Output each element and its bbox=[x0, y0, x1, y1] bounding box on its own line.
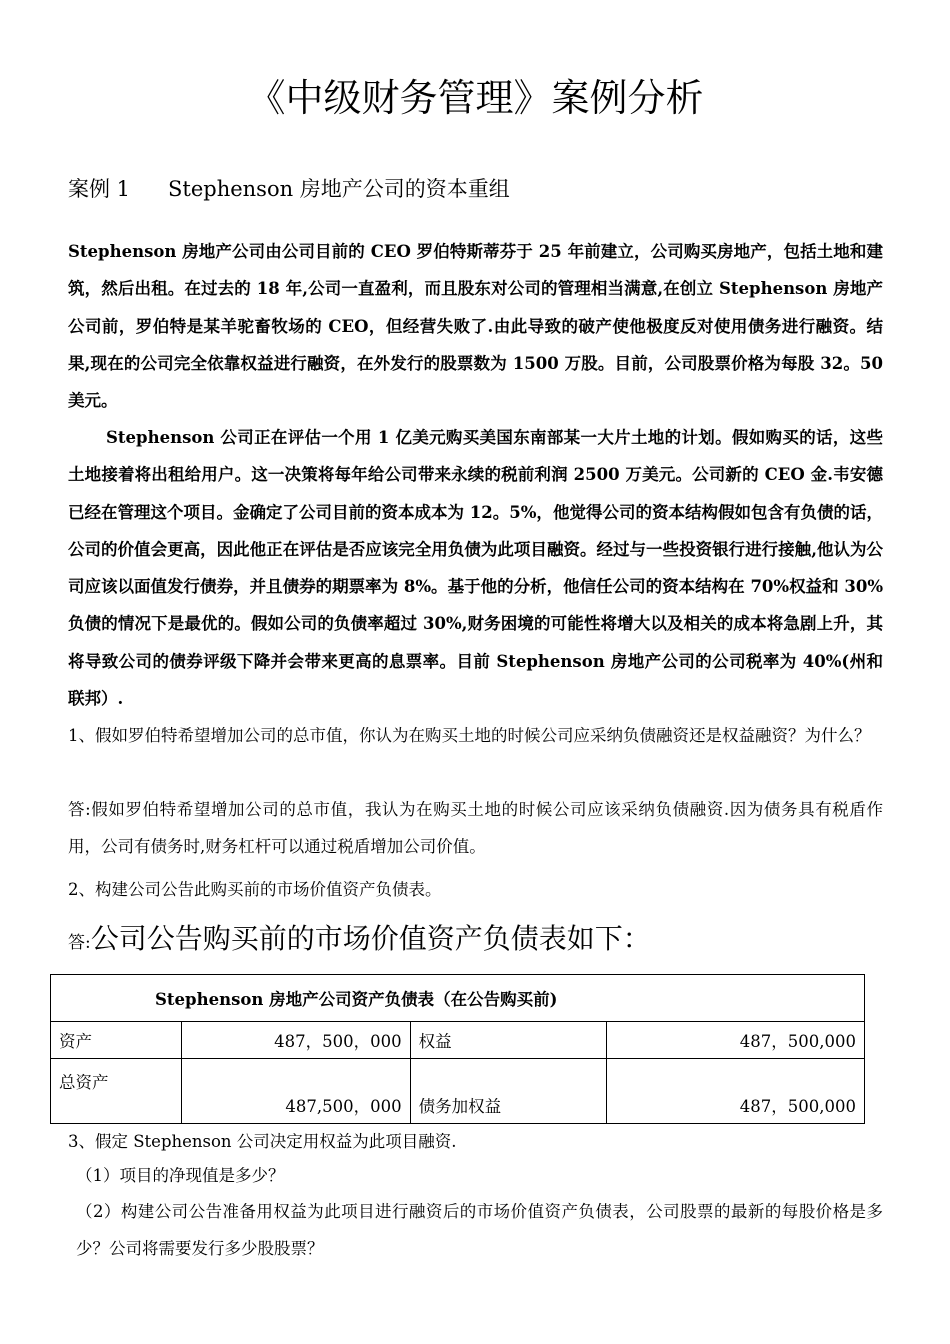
question-3-part-1: （1）项目的净现值是多少？ bbox=[76, 1166, 285, 1185]
assets-value: 487，500，000 bbox=[181, 1022, 410, 1059]
case-paragraph-1: Stephenson 房地产公司由公司目前的 CEO 罗伯特斯蒂芬于 25 年前建立，公司购买房地产，包括土地和建筑，然后出租。在过去的 18 年,公司一直盈利，而且股东对公司的管理相当满意,在创立 Stephenson 房地产公司前，罗伯特是某羊驼畜牧场的 CEO，但经营失败了.由此导致的破产使他极度反对使用债务进行融资。结果,现在的公司完全依靠权益进行融资，在外发行的股票数为 1500 万股。目前，公司股票价格为每股 32。50 美元。 bbox=[68, 242, 883, 411]
document-title: 《中级财务管理》案例分析 bbox=[247, 76, 704, 120]
equity-label: 权益 bbox=[410, 1022, 607, 1059]
table-row bbox=[51, 1022, 865, 1059]
case-name: Stephenson 房地产公司的资本重组 bbox=[168, 177, 510, 201]
case-paragraph-2: Stephenson 公司正在评估一个用 1 亿美元购买美国东南部某一大片土地的计划。假如购买的话，这些土地接着将出租给用户。这一决策将每年给公司带来永续的税前利润 2500 万美元。公司新的 CEO 金.韦安德已经在管理这个项目。金确定了公司目前的资本成本为 12。5%，他觉得公司的资本结构假如包含有负债的话，公司的价值会更高，因此他正在评估是否应该完全用负债为此项目融资。经过与一些投资银行进行接触,他认为公司应该以面值发行债券，并且债券的期票率为 8%。基于他的分析，他信任公司的资本结构在 70%权益和 30%负债的情况下是最优的。假如公司的负债率超过 30%,财务困境的可能性将增大以及相关的成本将急剧上升，其将导致公司的债券评级下降并会带来更高的息票率。目前 Stephenson 房地产公司的公司税率为 40%(州和联邦）. bbox=[68, 428, 883, 709]
answer-2-text: 公司公告购买前的市场价值资产负债表如下： bbox=[90, 922, 651, 955]
total-assets-label: 总资产 bbox=[51, 1059, 182, 1124]
table-row bbox=[51, 1059, 865, 1124]
case-heading bbox=[68, 174, 510, 204]
table-title-row bbox=[51, 975, 865, 1022]
answer-1: 答:假如罗伯特希望增加公司的总市值，我认为在购买土地的时候公司应该采纳负债融资.因为债务具有税盾作用，公司有债务时,财务杠杆可以通过税盾增加公司价值。 bbox=[68, 800, 883, 857]
question-3-part-2: （2）构建公司公告准备用权益为此项目进行融资后的市场价值资产负债表，公司股票的最新的每股价格是多少？公司将需要发行多少股股票？ bbox=[76, 1202, 883, 1259]
question-3: 3、假定 Stephenson 公司决定用权益为此项目融资. bbox=[68, 1132, 457, 1151]
total-assets-value: 487,500，000 bbox=[181, 1059, 410, 1124]
question-1: 1、假如罗伯特希望增加公司的总市值，你认为在购买土地的时候公司应采纳负债融资还是权益融资？为什么？ bbox=[68, 726, 871, 745]
equity-value: 487，500,000 bbox=[607, 1022, 865, 1059]
case-number: 案例 1 bbox=[68, 177, 131, 201]
table-title: Stephenson 房地产公司资产负债表（在公告购买前) bbox=[51, 975, 865, 1022]
debt-plus-equity-label: 债务加权益 bbox=[410, 1059, 607, 1124]
balance-sheet-table bbox=[50, 974, 865, 1124]
assets-label: 资产 bbox=[51, 1022, 182, 1059]
debt-plus-equity-value: 487，500,000 bbox=[607, 1059, 865, 1124]
question-2: 2、构建公司公告此购买前的市场价值资产负债表。 bbox=[68, 880, 442, 899]
answer-2-label: 答: bbox=[68, 933, 91, 953]
answer-2 bbox=[68, 918, 651, 964]
